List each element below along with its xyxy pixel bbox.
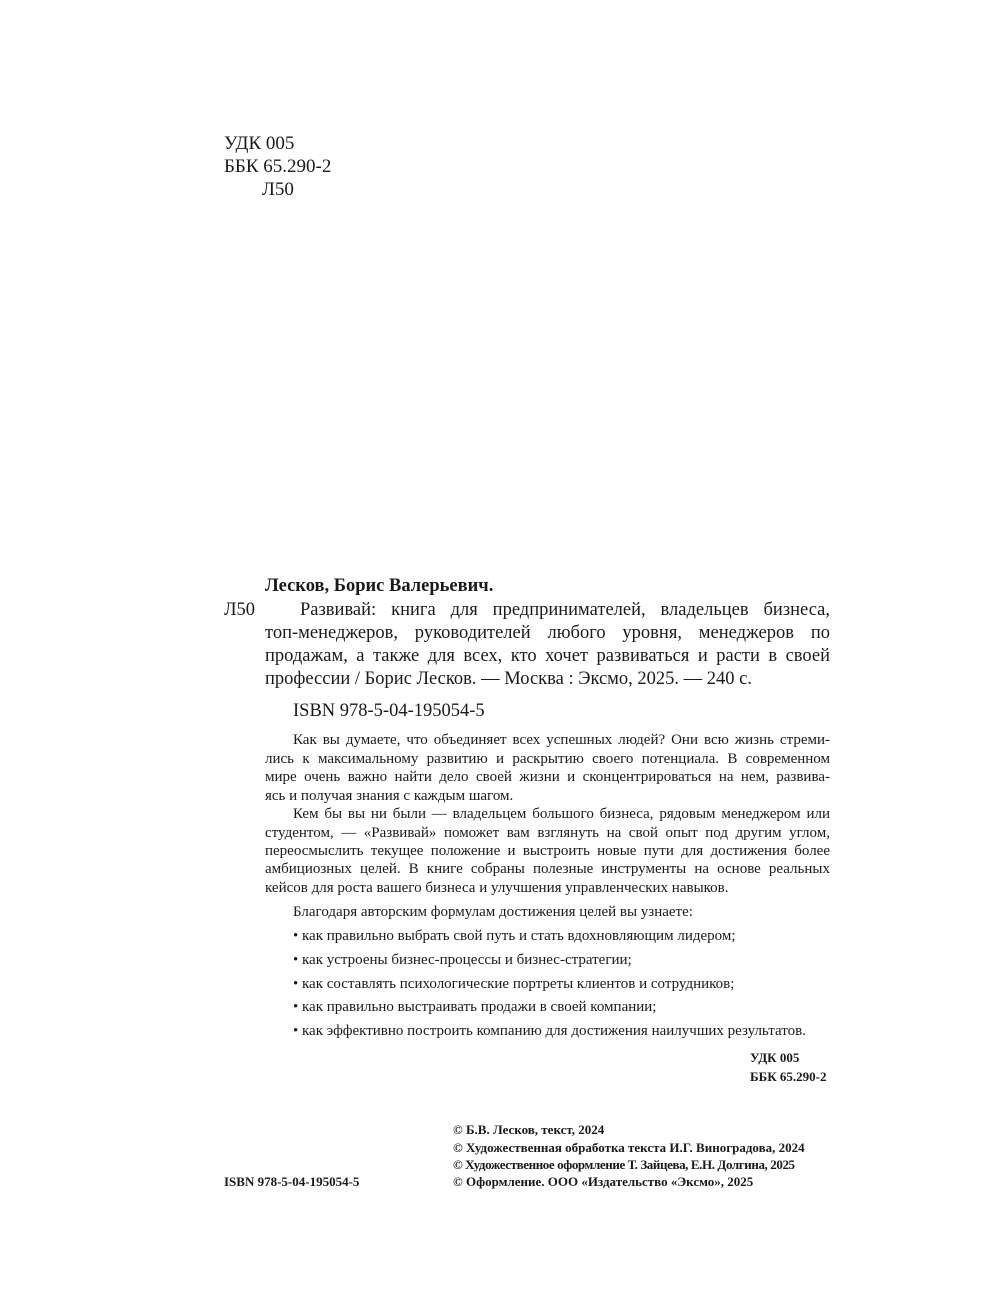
isbn: ISBN 978-5-04-195054-5 (293, 701, 485, 721)
copyright-line: © Оформление. ООО «Издательство «Эксмо», 2025 (453, 1174, 754, 1189)
annotation-line: ясь и получая знания с каждым шагом. (265, 788, 514, 804)
annotation-line: Кем бы вы ни были — владельцем большого бизнеса, рядовым менеджером или (293, 806, 830, 822)
title-line: профессии / Борис Лесков. — Москва : Эксмо, 2025. — 240 с. (265, 669, 752, 689)
bottom-udk: УДК 005 (750, 1050, 800, 1065)
bbk-code: ББК 65.290-2 (224, 156, 332, 177)
annotation-line: студентом, — «Развивай» поможет вам взглянуть на свой опыт под другим углом, (265, 825, 830, 841)
author-name: Лесков, Борис Валерьевич. (265, 576, 494, 596)
bullet-item: • как правильно выстраивать продажи в своей компании; (293, 999, 657, 1015)
title-line: Развивай: книга для предпринимателей, владельцев бизнеса, (300, 600, 830, 620)
author-sign: Л50 (262, 179, 294, 200)
annotation-line: переосмыслить текущее положение и выстроить новые пути для достижения более (265, 843, 830, 859)
record-author-sign: Л50 (224, 600, 256, 620)
annotation-line: мире очень важно найти дело своей жизни и сконцентрироваться на нем, развива- (265, 769, 830, 785)
annotation-line: амбициозных целей. В книге собраны полезные инструменты на основе реальных (265, 861, 830, 877)
annotation-line: Как вы думаете, что объединяет всех успешных людей? Они всю жизнь стреми- (293, 732, 830, 748)
copyright-line: © Художественная обработка текста И.Г. Виноградова, 2024 (453, 1140, 805, 1155)
bottom-bbk: ББК 65.290-2 (750, 1069, 827, 1084)
copyright-line: © Б.В. Лесков, текст, 2024 (453, 1122, 605, 1137)
annotation-line: лись к максимальному развитию и раскрытию своего потенциала. В современном (265, 751, 830, 767)
bullet-item: • как составлять психологические портреты клиентов и сотрудников; (293, 976, 735, 992)
title-line: продажам, а также для всех, кто хочет развиваться и расти в своей (265, 646, 830, 666)
annotation-line: кейсов для роста вашего бизнеса и улучшения управленческих навыков. (265, 880, 729, 896)
copyright-line: © Художественное оформление Т. Зайцева, Е.Н. Долгина, 2025 (453, 1157, 795, 1172)
annotation-intro: Благодаря авторским формулам достижения целей вы узнаете: (293, 904, 693, 920)
title-line: топ-менеджеров, руководителей любого уровня, менеджеров по (265, 623, 830, 643)
bullet-item: • как правильно выбрать свой путь и стать вдохновляющим лидером; (293, 928, 736, 944)
bullet-item: • как эффективно построить компанию для достижения наилучших результатов. (293, 1023, 806, 1039)
footer-isbn: ISBN 978-5-04-195054-5 (224, 1174, 360, 1189)
udk-code: УДК 005 (224, 133, 295, 154)
bullet-item: • как устроены бизнес-процессы и бизнес-стратегии; (293, 952, 632, 968)
